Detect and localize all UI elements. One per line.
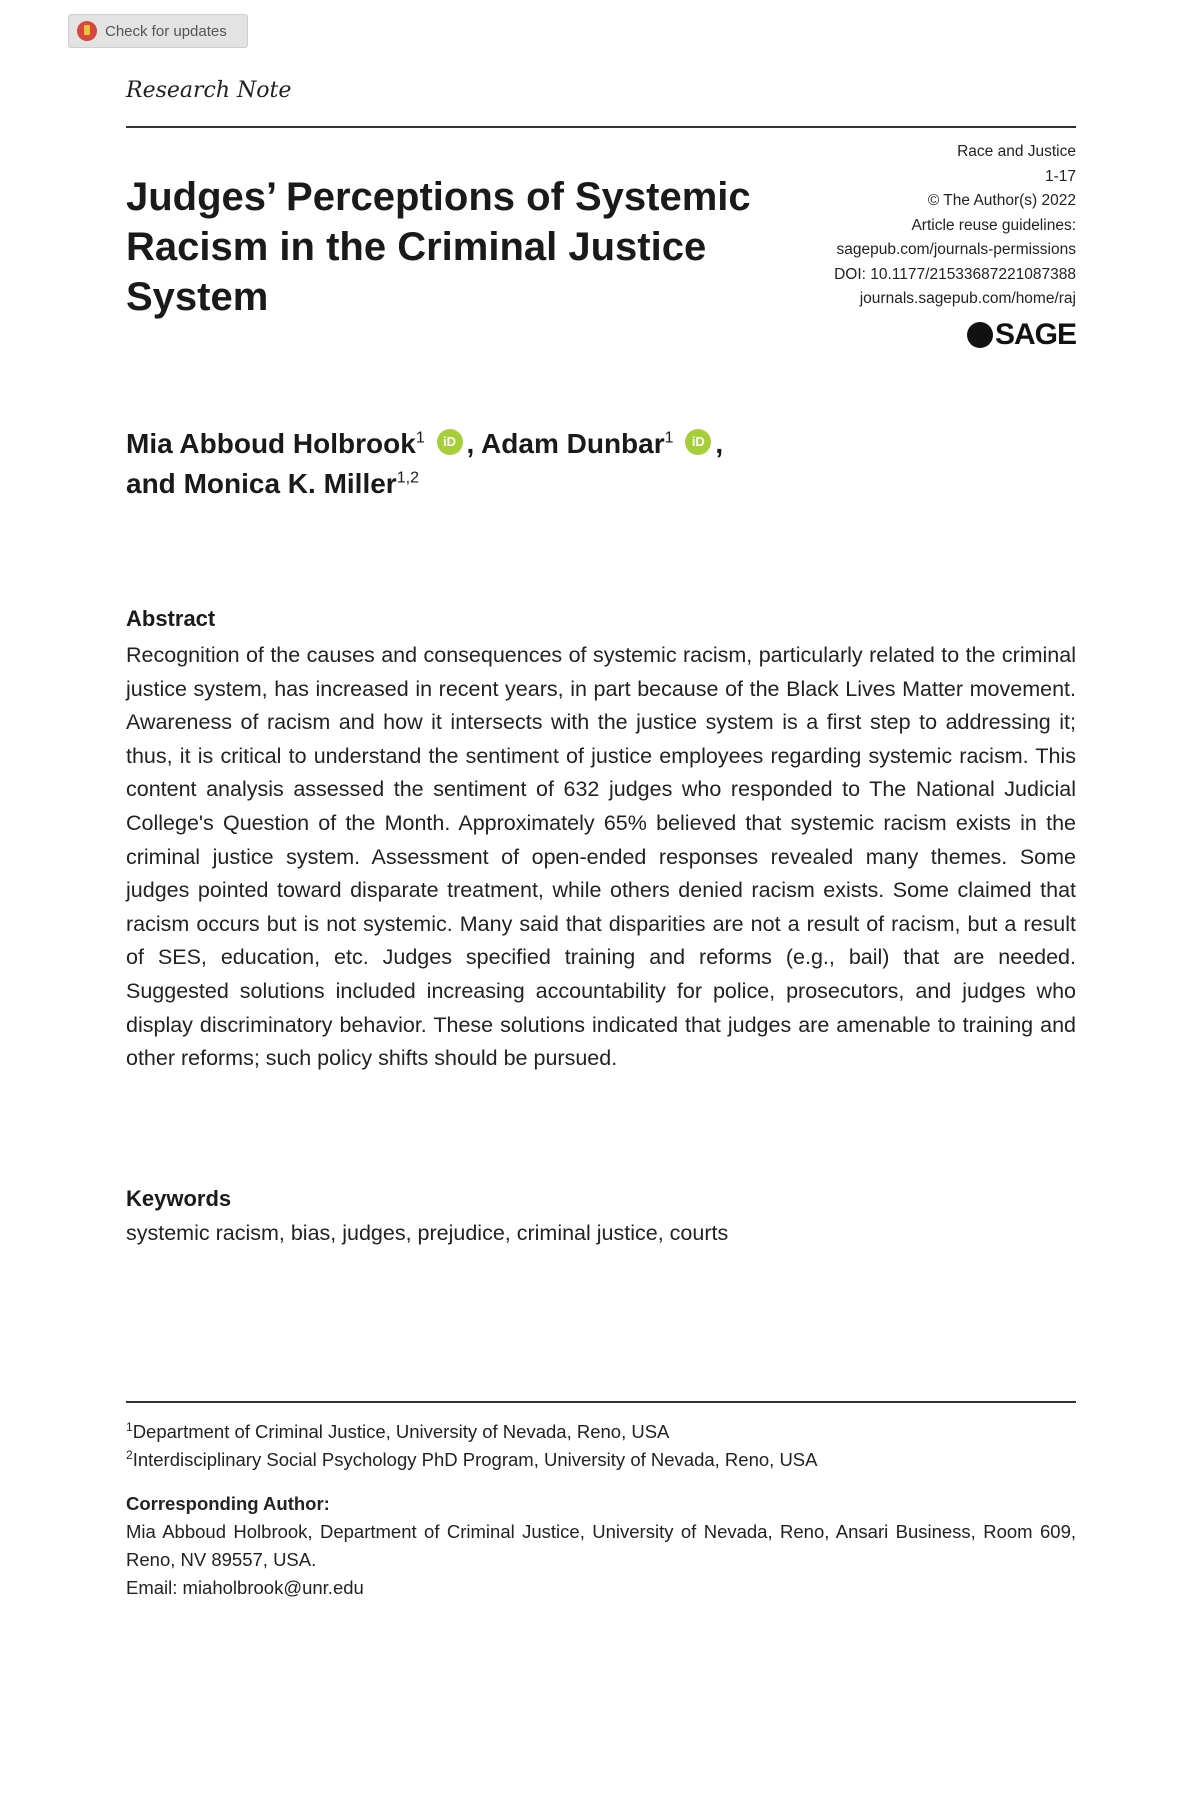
keywords-text: systemic racism, bias, judges, prejudice, criminal justice, courts <box>126 1221 729 1245</box>
corresponding-author-email[interactable]: Email: miaholbrook@unr.edu <box>126 1577 364 1598</box>
journal-name: Race and Justice <box>957 143 1076 160</box>
affiliation-item <box>126 1446 1076 1474</box>
sage-logo-mark-icon <box>967 322 993 348</box>
corresponding-author-address: Mia Abboud Holbrook, Department of Criminal Justice, University of Nevada, Reno, Ansari Business, Room 609, Reno, NV 89557, USA. <box>126 1521 1076 1570</box>
section-type-label: Research Note <box>126 78 292 103</box>
check-for-updates-button[interactable] <box>68 14 248 48</box>
affiliation-number: 1 <box>126 1419 133 1434</box>
footnote-divider <box>126 1401 1076 1403</box>
orcid-icon[interactable]: iD <box>437 429 463 455</box>
reuse-guidelines-label: Article reuse guidelines: <box>911 216 1076 234</box>
author-name: Adam Dunbar <box>481 428 665 459</box>
sage-logo <box>967 318 1076 352</box>
affiliation-number: 2 <box>126 1447 133 1462</box>
corresponding-author-block <box>126 1490 1076 1602</box>
author-name: Monica K. Miller <box>183 468 397 499</box>
check-for-updates-label: Check for updates <box>105 22 227 40</box>
reuse-guidelines-link[interactable]: sagepub.com/journals-permissions <box>836 241 1076 258</box>
header-divider <box>126 126 1076 128</box>
keywords-heading: Keywords <box>126 1186 232 1211</box>
affiliation-text: Department of Criminal Justice, University of Nevada, Reno, USA <box>132 1421 670 1442</box>
doi-link[interactable]: DOI: 10.1177/21533687221087388 <box>834 265 1076 283</box>
sage-logo-wordmark: SAGE <box>994 318 1076 351</box>
author-name: Mia Abboud Holbrook <box>126 428 416 459</box>
affiliation-item <box>126 1418 1076 1446</box>
page-range: 1-17 <box>1044 167 1076 185</box>
author-conjunction: and <box>126 468 176 499</box>
author-list <box>126 424 926 504</box>
journal-homepage-link[interactable]: journals.sagepub.com/home/raj <box>859 290 1076 307</box>
abstract-text: Recognition of the causes and consequences of systemic racism, particularly related to the criminal justice system, has increased in recent years, in part because of the Black Lives Matter movement. Awareness of racism and how it intersects with the justice system is a first step to addressing it; thus, it is critical to understand the sentiment of justice employees regarding systemic racism. This content analysis assessed the sentiment of 632 judges who responded to The National Judicial College's Question of the Month. Approximately 65% believed that systemic racism exists in the criminal justice system. Assessment of open-ended responses revealed many themes. Some judges pointed toward disparate treatment, while others denied racism exists. Some claimed that racism occurs but is not systemic. Many said that disparities are not a result of racism, but a result of SES, education, etc. Judges specified training and reforms (e.g., bail) that are needed. Suggested solutions included increasing accountability for police, prosecutors, and judges who display discriminatory behavior. These solutions indicated that judges are amenable to training and other reforms; such policy shifts should be pursued. <box>126 643 1076 1071</box>
article-title: Judges’ Perceptions of Systemic Racism in the Criminal Justice System <box>126 175 751 319</box>
affiliation-text: Interdisciplinary Social Psychology PhD Program, University of Nevada, Reno, USA <box>132 1449 818 1470</box>
orcid-icon[interactable]: iD <box>685 429 711 455</box>
abstract-heading: Abstract <box>126 606 216 631</box>
corresponding-author-label: Corresponding Author: <box>126 1493 330 1514</box>
author-separator: , <box>715 428 724 459</box>
author-separator: , <box>466 428 475 459</box>
copyright-line: © The Author(s) 2022 <box>927 192 1076 209</box>
affiliations-block <box>126 1418 1076 1474</box>
crossmark-icon <box>77 21 97 41</box>
author-affiliation-marker: 1,2 <box>396 469 419 487</box>
author-affiliation-marker: 1 <box>664 429 674 447</box>
author-affiliation-marker: 1 <box>415 429 425 447</box>
journal-info-block <box>746 140 1076 312</box>
